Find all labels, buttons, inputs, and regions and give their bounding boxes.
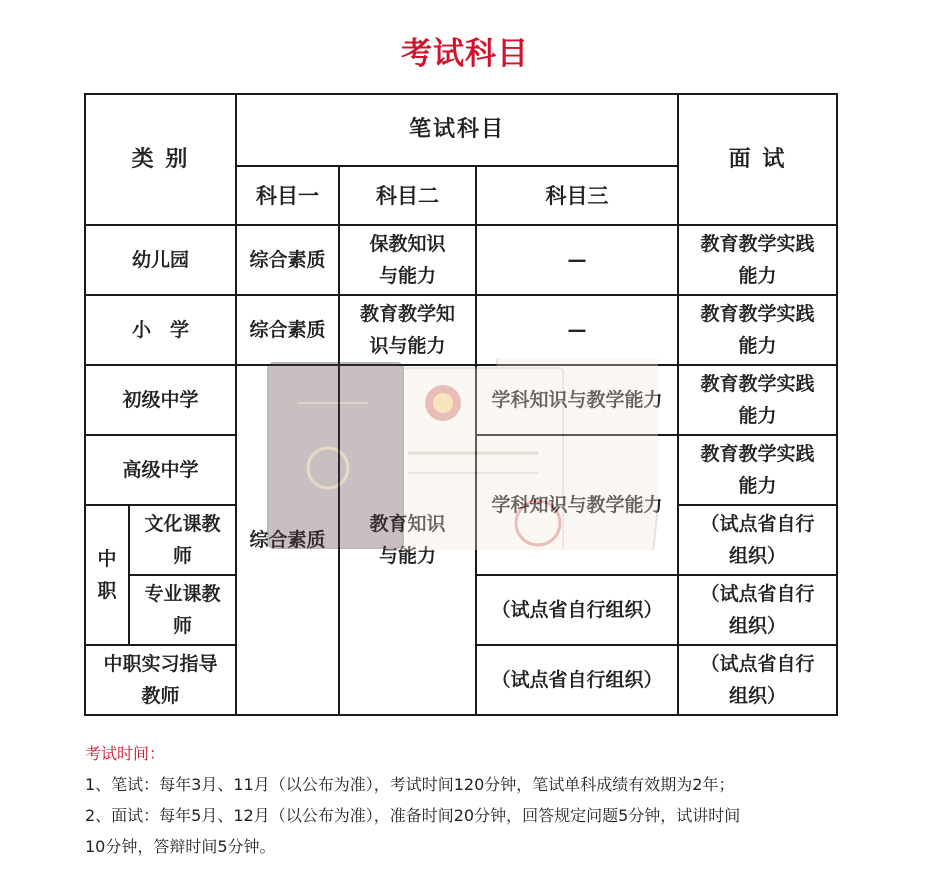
professional-teacher-line2: 师 <box>173 615 193 637</box>
primary-subject2 <box>339 295 476 365</box>
junior-high-subject3: 学科知识与教学能力 <box>476 365 678 435</box>
senior-cultural-subject3: 学科知识与教学能力 <box>476 435 678 575</box>
cultural-interview-line1: （试点省自行 <box>700 513 815 535</box>
cultural-teacher-interview <box>678 505 837 575</box>
internship-interview-line2: 组织） <box>729 685 787 707</box>
kindergarten-interview <box>678 225 837 295</box>
primary-subject3: — <box>476 295 678 365</box>
senior-high-interview-line2: 能力 <box>738 475 777 497</box>
primary-subject2-line2: 识与能力 <box>369 335 446 357</box>
internship-instructor-interview <box>678 645 837 715</box>
subject1-header: 科目一 <box>236 166 339 225</box>
kindergarten-subject3: — <box>476 225 678 295</box>
category-junior-high: 初级中学 <box>85 365 236 435</box>
table-header-row <box>85 94 837 166</box>
page-title: 考试科目 <box>401 36 529 72</box>
junior-high-interview <box>678 365 837 435</box>
secondary-subject2-line2: 与能力 <box>379 545 437 567</box>
primary-interview-line2: 能力 <box>738 335 777 357</box>
junior-high-interview-line1: 教育教学实践 <box>700 373 815 395</box>
cultural-teacher-line1: 文化课教 <box>144 513 221 535</box>
kindergarten-interview-line2: 能力 <box>738 265 777 287</box>
subject3-header: 科目三 <box>476 166 678 225</box>
exam-subjects-table <box>84 93 838 716</box>
internship-instructor-line1: 中职实习指导 <box>103 653 218 675</box>
category-professional-teacher <box>129 575 236 645</box>
category-kindergarten: 幼儿园 <box>85 225 236 295</box>
secondary-vocational-label-line1: 中 <box>97 548 117 570</box>
kindergarten-interview-line1: 教育教学实践 <box>700 233 815 255</box>
internship-instructor-line2: 教师 <box>141 685 180 707</box>
table-row-kindergarten <box>85 225 837 295</box>
interview-header: 面 试 <box>678 94 837 225</box>
professional-teacher-subject3: （试点省自行组织） <box>476 575 678 645</box>
kindergarten-subject2-line2: 与能力 <box>379 265 437 287</box>
subject2-header: 科目二 <box>339 166 476 225</box>
internship-instructor-subject3: （试点省自行组织） <box>476 645 678 715</box>
category-primary: 小 学 <box>85 295 236 365</box>
category-senior-high: 高级中学 <box>85 435 236 505</box>
cultural-interview-line2: 组织） <box>729 545 787 567</box>
exam-time-notes <box>85 738 865 862</box>
professional-interview-line2: 组织） <box>729 615 787 637</box>
cultural-teacher-line2: 师 <box>173 545 193 567</box>
professional-interview-line1: （试点省自行 <box>700 583 815 605</box>
primary-interview-line1: 教育教学实践 <box>700 303 815 325</box>
category-cultural-teacher <box>129 505 236 575</box>
junior-high-interview-line2: 能力 <box>738 405 777 427</box>
secondary-vocational-label-line2: 职 <box>97 580 117 602</box>
primary-interview <box>678 295 837 365</box>
kindergarten-subject2 <box>339 225 476 295</box>
primary-subject2-line1: 教育教学知 <box>360 303 456 325</box>
secondary-vocational-label <box>85 505 129 645</box>
notes-interview-cont: 10分钟，答辩时间5分钟。 <box>85 837 276 856</box>
kindergarten-subject2-line1: 保教知识 <box>369 233 446 255</box>
kindergarten-subject1: 综合素质 <box>236 225 339 295</box>
senior-high-interview <box>678 435 837 505</box>
secondary-subject2-line1: 教育知识 <box>369 513 446 535</box>
primary-subject1: 综合素质 <box>236 295 339 365</box>
professional-teacher-interview <box>678 575 837 645</box>
notes-written-exam: 1、笔试：每年3月、11月（以公布为准），考试时间120分钟，笔试单科成绩有效期为2年； <box>85 775 735 794</box>
written-exam-header: 笔试科目 <box>236 94 678 166</box>
professional-teacher-line1: 专业课教 <box>144 583 221 605</box>
table-row-junior-high <box>85 365 837 435</box>
category-header: 类 别 <box>85 94 236 225</box>
notes-interview: 2、面试：每年5月、12月（以公布为准），准备时间20分钟，回答规定问题5分钟，试讲时间 <box>85 806 741 825</box>
secondary-subject1: 综合素质 <box>236 365 339 715</box>
secondary-subject2 <box>339 365 476 715</box>
senior-high-interview-line1: 教育教学实践 <box>700 443 815 465</box>
notes-title: 考试时间： <box>85 744 166 763</box>
category-internship-instructor <box>85 645 236 715</box>
internship-interview-line1: （试点省自行 <box>700 653 815 675</box>
table-row-primary <box>85 295 837 365</box>
